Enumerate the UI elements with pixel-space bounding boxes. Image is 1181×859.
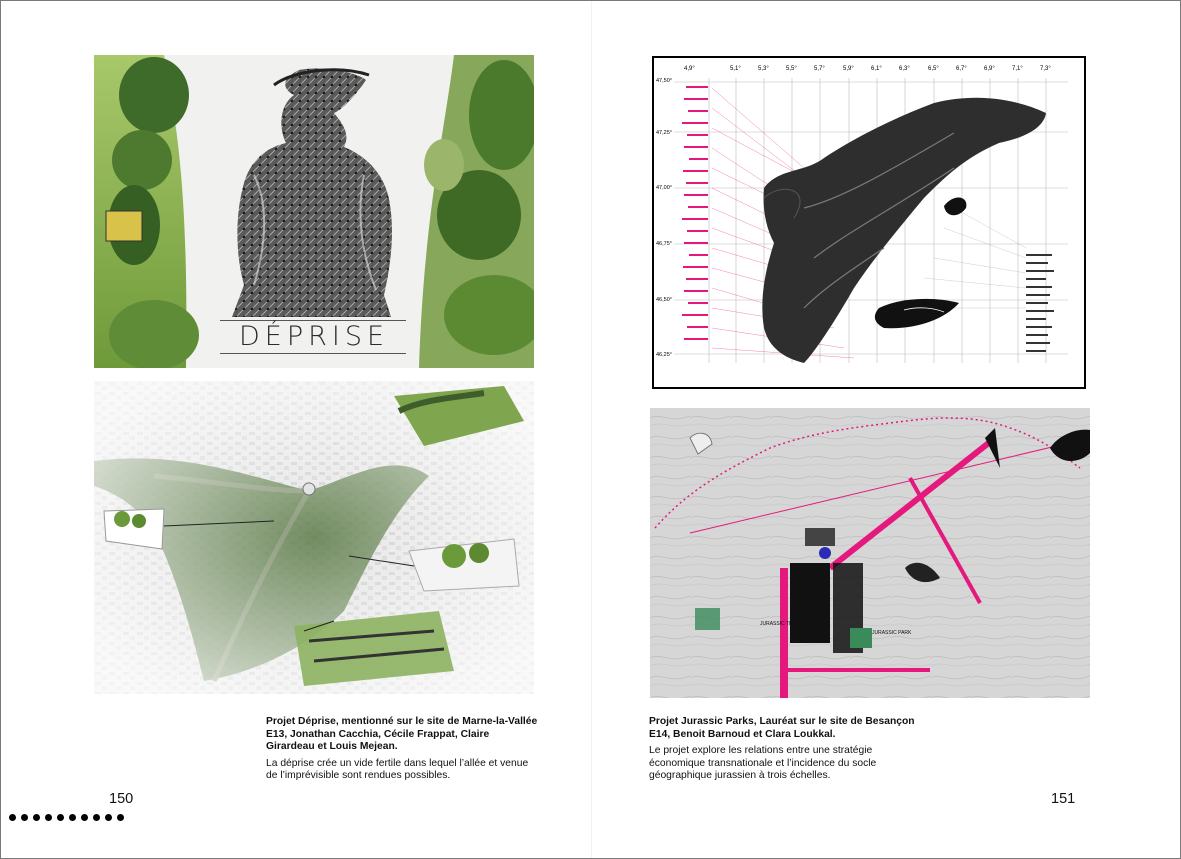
caption-title: Projet Jurassic Parks, Lauréat sur le site de Besançon E14, Benoit Barnoud et Clara Loukkal. — [649, 716, 915, 740]
tick-label: 6,1° — [871, 66, 882, 72]
tick-label: 6,3° — [899, 66, 910, 72]
aerial-masterplan-art — [94, 381, 534, 694]
dot — [69, 814, 76, 821]
caption-title: Projet Déprise, mentionné sur le site de Marne-la-Vallée E13, Jonathan Cacchia, Cécile Frappat, Claire Girardeau et Louis Mejean. — [266, 716, 538, 752]
tick-label: 5,5° — [786, 66, 797, 72]
jura-relief-map-art — [654, 58, 1084, 387]
caption-jurassic-parks — [649, 716, 929, 783]
map-lat-ticks — [656, 58, 686, 387]
page-number-left: 150 — [109, 791, 134, 807]
decorative-dots — [9, 814, 124, 821]
gutter — [591, 1, 592, 858]
jurassic-parks-plan-image — [650, 408, 1090, 698]
tick-label: 6,7° — [956, 66, 967, 72]
title-rule-bottom — [220, 353, 406, 354]
tick-label: 5,7° — [814, 66, 825, 72]
tick-label: 4,9° — [684, 66, 695, 72]
dot — [45, 814, 52, 821]
deprise-poster-image — [94, 55, 534, 368]
tick-label: 6,5° — [928, 66, 939, 72]
plan-label-track: JURASSIC TRACK — [760, 621, 803, 627]
dot — [117, 814, 124, 821]
tick-label: 5,9° — [843, 66, 854, 72]
map-top-ticks — [674, 66, 1068, 78]
dot — [9, 814, 16, 821]
lat-label: 46,25° — [656, 352, 672, 358]
caption-deprise — [266, 716, 538, 783]
poster-title: DÉPRISE — [238, 321, 390, 352]
lat-label: 47,25° — [656, 130, 672, 136]
dot — [105, 814, 112, 821]
tick-label: 6,9° — [984, 66, 995, 72]
tick-label: 7,3° — [1040, 66, 1051, 72]
caption-body: Le projet explore les relations entre une stratégie économique transnationale et l’incidence du socle géographique jurassien à trois échelles. — [649, 745, 877, 781]
page-number-right: 151 — [1051, 791, 1076, 807]
dot — [33, 814, 40, 821]
tick-label: 5,3° — [758, 66, 769, 72]
tick-label: 5,1° — [730, 66, 741, 72]
dot — [57, 814, 64, 821]
dot — [81, 814, 88, 821]
lat-label: 47,00° — [656, 185, 672, 191]
plan-label-park: JURASSIC PARK — [872, 630, 912, 636]
lat-label: 46,75° — [656, 241, 672, 247]
jura-relief-map-image — [652, 56, 1086, 389]
aerial-masterplan-image — [94, 381, 534, 694]
dot — [93, 814, 100, 821]
lat-label: 46,50° — [656, 297, 672, 303]
caption-body: La déprise crée un vide fertile dans lequel l’allée et venue de l’imprévisible sont rendues possibles. — [266, 757, 529, 781]
lat-label: 47,50° — [656, 78, 672, 84]
jurassic-parks-plan-art — [650, 408, 1090, 698]
dot — [21, 814, 28, 821]
tick-label: 7,1° — [1012, 66, 1023, 72]
